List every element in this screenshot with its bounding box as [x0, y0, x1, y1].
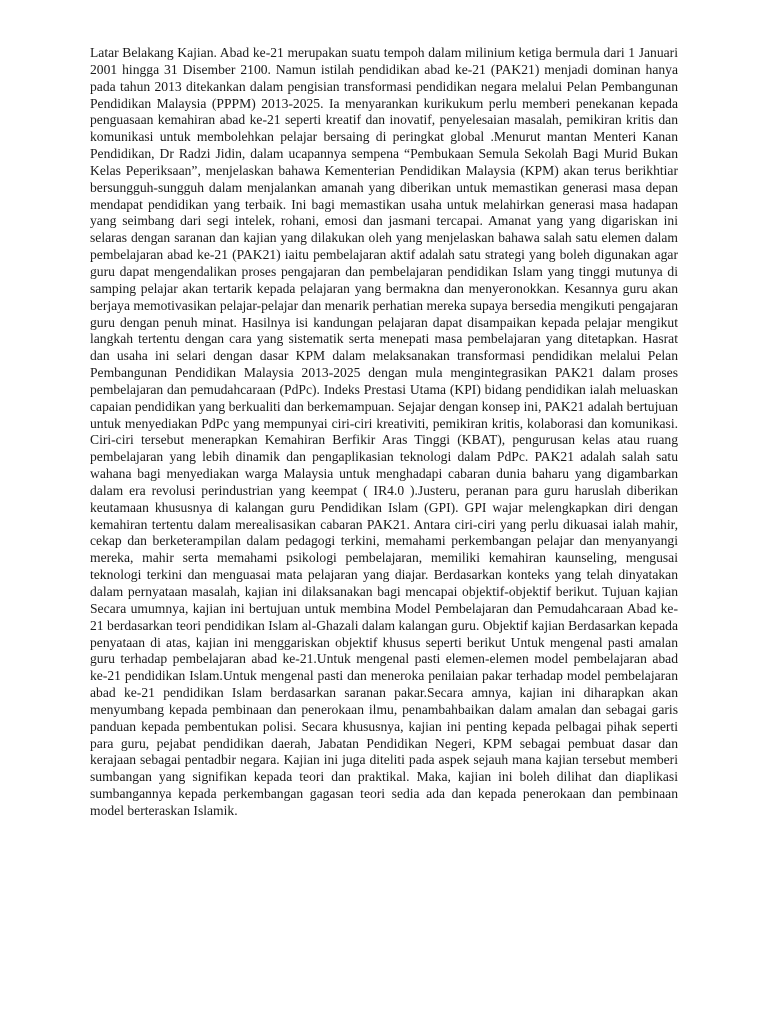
document-page	[90, 45, 678, 820]
body-paragraph: Latar Belakang Kajian. Abad ke-21 merupakan suatu tempoh dalam milinium ketiga bermula dari 1 Januari 2001 hingga 31 Disember 2100. Namun istilah pendidikan abad ke-21 (PAK21) menjadi dominan hanya pada tahun 2013 ditekankan dalam pengisian transformasi pendidikan negara melalui Pelan Pembangunan Pendidikan Malaysia (PPPM) 2013-2025. Ia menyarankan kurikukum perlu memberi penekanan kepada penguasaan kemahiran abad ke-21 seperti kreatif dan inovatif, penyelesaian masalah, pemikiran kritis dan komunikasi untuk membolehkan pelajar bersaing di peringkat global .Menurut mantan Menteri Kanan Pendidikan, Dr Radzi Jidin, dalam ucapannya sempena “Pembukaan Semula Sekolah Bagi Murid Bukan Kelas Peperiksaan”, menjelaskan bahawa Kementerian Pendidikan Malaysia (KPM) akan terus berikhtiar bersungguh-sungguh dalam menjalankan amanah yang diberikan untuk memastikan generasi masa depan mendapat pendidikan yang terbaik. Ini bagi memastikan usaha untuk melahirkan generasi masa hadapan yang seimbang dari segi intelek, rohani, emosi dan jasmani tercapai. Amanat yang yang digariskan ini selaras dengan saranan dan kajian yang dilakukan oleh yang menjelaskan bahawa salah satu elemen dalam pembelajaran abad ke-21 (PAK21) iaitu pembelajaran aktif adalah satu strategi yang boleh digunakan agar guru dapat mengendalikan proses pengajaran dan pembelajaran pendidikan Islam yang tinggi mutunya di samping pelajar akan tertarik kepada pelajaran yang bermakna dan menyeronokkan. Kesannya guru akan berjaya memotivasikan pelajar-pelajar dan menarik perhatian mereka supaya bersedia mengikuti pengajaran guru dengan penuh minat. Hasilnya isi kandungan pelajaran dapat disampaikan kepada pelajar mengikut langkah tertentu dengan cara yang sistematik serta menepati masa pembelajaran yang ditetapkan. Hasrat dan usaha ini selari dengan dasar KPM dalam melaksanakan transformasi pendidikan melalui Pelan Pembangunan Pendidikan Malaysia 2013-2025 dengan mula mengintegrasikan PAK21 dalam proses pembelajaran dan pemudahcaraan (PdPc). Indeks Prestasi Utama (KPI) bidang pendidikan ialah meluaskan capaian pendidikan yang berkualiti dan berkemampuan. Sejajar dengan konsep ini, PAK21 adalah bertujuan untuk menyediakan PdPc yang mempunyai ciri-ciri kreativiti, pemikiran kritis, kolaborasi dan komunikasi. Ciri-ciri tersebut menerapkan Kemahiran Berfikir Aras Tinggi (KBAT), pengurusan kelas atau ruang pembelajaran yang lebih dinamik dan pengaplikasian teknologi dalam PdPc. PAK21 adalah salah satu wahana bagi menyediakan warga Malaysia untuk menghadapi cabaran dunia baharu yang digambarkan dalam era revolusi perindustrian yang keempat ( IR4.0 ).Justeru, peranan para guru haruslah diberikan keutamaan khususnya di kalangan guru Pendidikan Islam (GPI). GPI wajar melengkapkan diri dengan kemahiran tertentu dalam merealisasikan cabaran PAK21. Antara ciri-ciri yang perlu dikuasai ialah mahir, cekap dan berketerampilan dalam pedagogi terkini, memahami perkembangan pelajar dan menyanyangi mereka, mahir serta memahami psikologi pembelajaran, memiliki kemahiran kaunseling, mengusai teknologi terkini dan menguasai mata pelajaran yang diajar. Berdasarkan konteks yang telah dinyatakan dalam pernyataan masalah, kajian ini dilaksanakan bagi mencapai objektif-objektif berikut. Tujuan kajian Secara umumnya, kajian ini bertujuan untuk membina Model Pembelajaran dan Pemudahcaraan Abad ke-21 berdasarkan teori pendidikan Islam al-Ghazali dalam kalangan guru. Objektif kajian Berdasarkan kepada penyataan di atas, kajian ini menggariskan objektif khusus seperti berikut Untuk mengenal pasti amalan guru terhadap pembelajaran abad ke-21.Untuk mengenal pasti elemen-elemen model pembelajaran abad ke-21 pendidikan Islam.Untuk mengenal pasti dan meneroka penilaian pakar terhadap model pembelajaran abad ke-21 pendidikan Islam berdasarkan saranan pakar.Secara amnya, kajian ini diharapkan akan menyumbang kepada pembinaan dan penerokaan ilmu, penambahbaikan dalam amalan dan sebagai garis panduan kepada pembentukan polisi. Secara khususnya, kajian ini penting kepada pelbagai pihak seperti para guru, pejabat pendidikan daerah, Jabatan Pendidikan Negeri, KPM sebagai pembuat dasar dan kerajaan sebagai pentadbir negara. Kajian ini juga diteliti pada aspek sejauh mana kajian tersebut memberi sumbangan yang signifikan kepada teori dan praktikal. Maka, kajian ini boleh dilihat dan diaplikasi sumbangannya kepada perkembangan gagasan teori sedia ada dan kepada penerokaan dan pembinaan model berteraskan Islamik.	[90, 45, 678, 818]
